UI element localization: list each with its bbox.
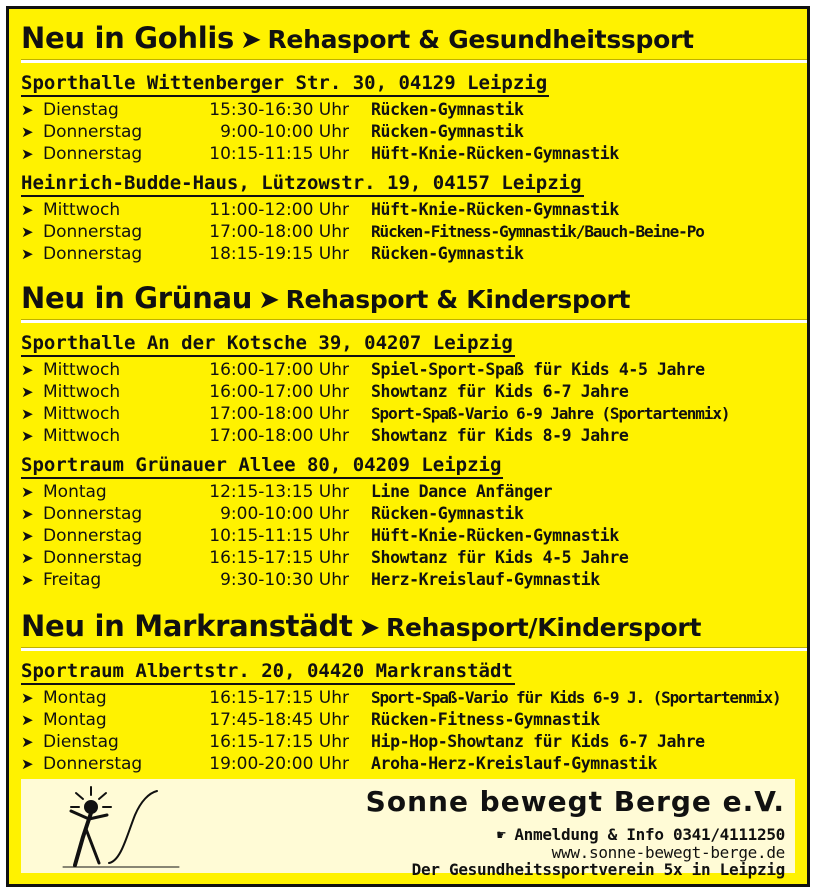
schedule-row	[21, 221, 805, 243]
course: Rücken-Gymnastik	[371, 244, 524, 263]
course: Rücken-Fitness-Gymnastik	[371, 710, 600, 729]
arrow-icon: ➤	[21, 123, 34, 141]
day: Donnerstag	[43, 548, 143, 568]
venue-block	[21, 71, 805, 165]
schedule-row	[21, 547, 805, 569]
schedule-row	[21, 481, 805, 503]
section-place: Neu in Gohlis	[21, 21, 234, 55]
venue-title: Sporthalle Wittenberger Str. 30, 04129 Leipzig	[21, 71, 549, 97]
day: Donnerstag	[43, 222, 143, 242]
schedule-row	[21, 359, 805, 381]
time: 15:30-16:30 Uhr	[209, 100, 349, 120]
day: Montag	[43, 710, 107, 730]
venue-block	[21, 659, 805, 775]
course: Spiel-Sport-Spaß für Kids 4-5 Jahre	[371, 360, 705, 379]
time: 16:15-17:15 Uhr	[209, 548, 349, 568]
day: Donnerstag	[43, 244, 143, 264]
arrow-icon: ➤	[21, 527, 34, 545]
day: Mittwoch	[43, 200, 121, 220]
section-offer: Rehasport & Gesundheitssport	[267, 25, 694, 54]
section-offer: Rehasport/Kindersport	[386, 613, 702, 642]
course: Sport-Spaß-Vario 6-9 Jahre (Sportartenmix)	[371, 404, 730, 423]
schedule-row	[21, 403, 805, 425]
course: Showtanz für Kids 4-5 Jahre	[371, 548, 629, 567]
time: 10:15-11:15 Uhr	[209, 144, 349, 164]
day: Dienstag	[43, 100, 119, 120]
course: Hüft-Knie-Rücken-Gymnastik	[371, 144, 619, 163]
venue-block	[21, 171, 805, 265]
day: Mittwoch	[43, 360, 121, 380]
time: 9:00-10:00 Uhr	[220, 504, 349, 524]
section-rule	[21, 319, 807, 323]
advertisement	[6, 6, 810, 887]
arrow-icon: ➤	[21, 101, 34, 119]
schedule-row	[21, 503, 805, 525]
section-rule	[21, 59, 807, 63]
website-link[interactable]: www.sonne-bewegt-berge.de	[551, 843, 785, 862]
time: 19:00-20:00 Uhr	[209, 754, 349, 774]
arrow-icon: ➤	[358, 613, 381, 643]
course: Showtanz für Kids 8-9 Jahre	[371, 426, 629, 445]
venue-title: Sportraum Grünauer Allee 80, 04209 Leipzig	[21, 453, 503, 479]
time: 17:00-18:00 Uhr	[209, 426, 349, 446]
time: 16:15-17:15 Uhr	[209, 732, 349, 752]
section-gruenau	[21, 281, 805, 591]
section-offer: Rehasport & Kindersport	[285, 285, 631, 314]
schedule-row	[21, 99, 805, 121]
arrow-icon: ➤	[21, 145, 34, 163]
course: Hüft-Knie-Rücken-Gymnastik	[371, 200, 619, 219]
course: Rücken-Gymnastik	[371, 122, 524, 141]
time: 16:00-17:00 Uhr	[209, 382, 349, 402]
time: 9:30-10:30 Uhr	[220, 570, 349, 590]
time: 11:00-12:00 Uhr	[209, 200, 349, 220]
organization-name: Sonne bewegt Berge e.V.	[365, 785, 785, 818]
schedule-row	[21, 753, 805, 775]
venue-title: Heinrich-Budde-Haus, Lützowstr. 19, 04157 Leipzig	[21, 171, 584, 197]
time: 18:15-19:15 Uhr	[209, 244, 349, 264]
day: Freitag	[43, 570, 102, 590]
time: 9:00-10:00 Uhr	[220, 122, 349, 142]
course: Aroha-Herz-Kreislauf-Gymnastik	[371, 754, 658, 773]
schedule-row	[21, 425, 805, 447]
tagline: Der Gesundheitssportverein 5x in Leipzig	[411, 860, 785, 879]
schedule-row	[21, 199, 805, 221]
arrow-icon: ➤	[239, 25, 262, 55]
footer-box	[21, 779, 795, 879]
section-rule	[21, 647, 807, 651]
contact-text: Anmeldung & Info 0341/4111250	[514, 825, 785, 844]
day: Donnerstag	[43, 754, 143, 774]
day: Montag	[43, 482, 107, 502]
schedule-row	[21, 687, 805, 709]
arrow-icon: ➤	[21, 755, 34, 773]
day: Mittwoch	[43, 404, 121, 424]
venue-title: Sportraum Albertstr. 20, 04420 Markranstädt	[21, 659, 515, 685]
arrow-icon: ➤	[21, 383, 34, 401]
time: 17:00-18:00 Uhr	[209, 404, 349, 424]
arrow-icon: ➤	[21, 571, 34, 589]
course: Rücken-Gymnastik	[371, 504, 524, 523]
section-place: Neu in Markranstädt	[21, 609, 353, 643]
sun-figure-logo	[61, 785, 181, 871]
section-heading	[21, 609, 805, 645]
arrow-icon: ➤	[21, 223, 34, 241]
day: Donnerstag	[43, 144, 143, 164]
section-heading	[21, 21, 805, 57]
schedule-row	[21, 525, 805, 547]
course: Hip-Hop-Showtanz für Kids 6-7 Jahre	[371, 732, 705, 751]
arrow-icon: ➤	[21, 405, 34, 423]
schedule-row	[21, 121, 805, 143]
day: Donnerstag	[43, 526, 143, 546]
time: 17:45-18:45 Uhr	[209, 710, 349, 730]
course: Rücken-Fitness-Gymnastik/Bauch-Beine-Po	[371, 222, 704, 241]
course: Hüft-Knie-Rücken-Gymnastik	[371, 526, 619, 545]
arrow-icon: ➤	[21, 505, 34, 523]
course: Rücken-Gymnastik	[371, 100, 524, 119]
arrow-icon: ➤	[21, 245, 34, 263]
schedule-row	[21, 381, 805, 403]
time: 10:15-11:15 Uhr	[209, 526, 349, 546]
arrow-icon: ➤	[21, 201, 34, 219]
section-place: Neu in Grünau	[21, 281, 253, 315]
arrow-icon: ➤	[21, 549, 34, 567]
pointing-hand-icon: ☛	[496, 826, 515, 844]
time: 17:00-18:00 Uhr	[209, 222, 349, 242]
arrow-icon: ➤	[21, 361, 34, 379]
contact-line	[497, 825, 785, 844]
venue-block	[21, 453, 805, 591]
day: Donnerstag	[43, 122, 143, 142]
schedule-row	[21, 731, 805, 753]
arrow-icon: ➤	[21, 711, 34, 729]
course: Line Dance Anfänger	[371, 482, 553, 501]
course: Herz-Kreislauf-Gymnastik	[371, 570, 600, 589]
day: Mittwoch	[43, 426, 121, 446]
day: Mittwoch	[43, 382, 121, 402]
section-markranstaedt	[21, 609, 805, 775]
day: Montag	[43, 688, 107, 708]
time: 16:15-17:15 Uhr	[209, 688, 349, 708]
arrow-icon: ➤	[21, 483, 34, 501]
arrow-icon: ➤	[21, 427, 34, 445]
course: Showtanz für Kids 6-7 Jahre	[371, 382, 629, 401]
schedule-row	[21, 709, 805, 731]
schedule-row	[21, 569, 805, 591]
arrow-icon: ➤	[21, 733, 34, 751]
venue-block	[21, 331, 805, 447]
course: Sport-Spaß-Vario für Kids 6-9 J. (Sportartenmix)	[371, 688, 781, 707]
arrow-icon: ➤	[21, 689, 34, 707]
time: 16:00-17:00 Uhr	[209, 360, 349, 380]
time: 12:15-13:15 Uhr	[209, 482, 349, 502]
day: Donnerstag	[43, 504, 143, 524]
venue-title: Sporthalle An der Kotsche 39, 04207 Leipzig	[21, 331, 515, 357]
section-gohlis	[21, 21, 805, 265]
day: Dienstag	[43, 732, 119, 752]
schedule-row	[21, 243, 805, 265]
arrow-icon: ➤	[258, 285, 280, 315]
section-heading	[21, 281, 805, 317]
schedule-row	[21, 143, 805, 165]
